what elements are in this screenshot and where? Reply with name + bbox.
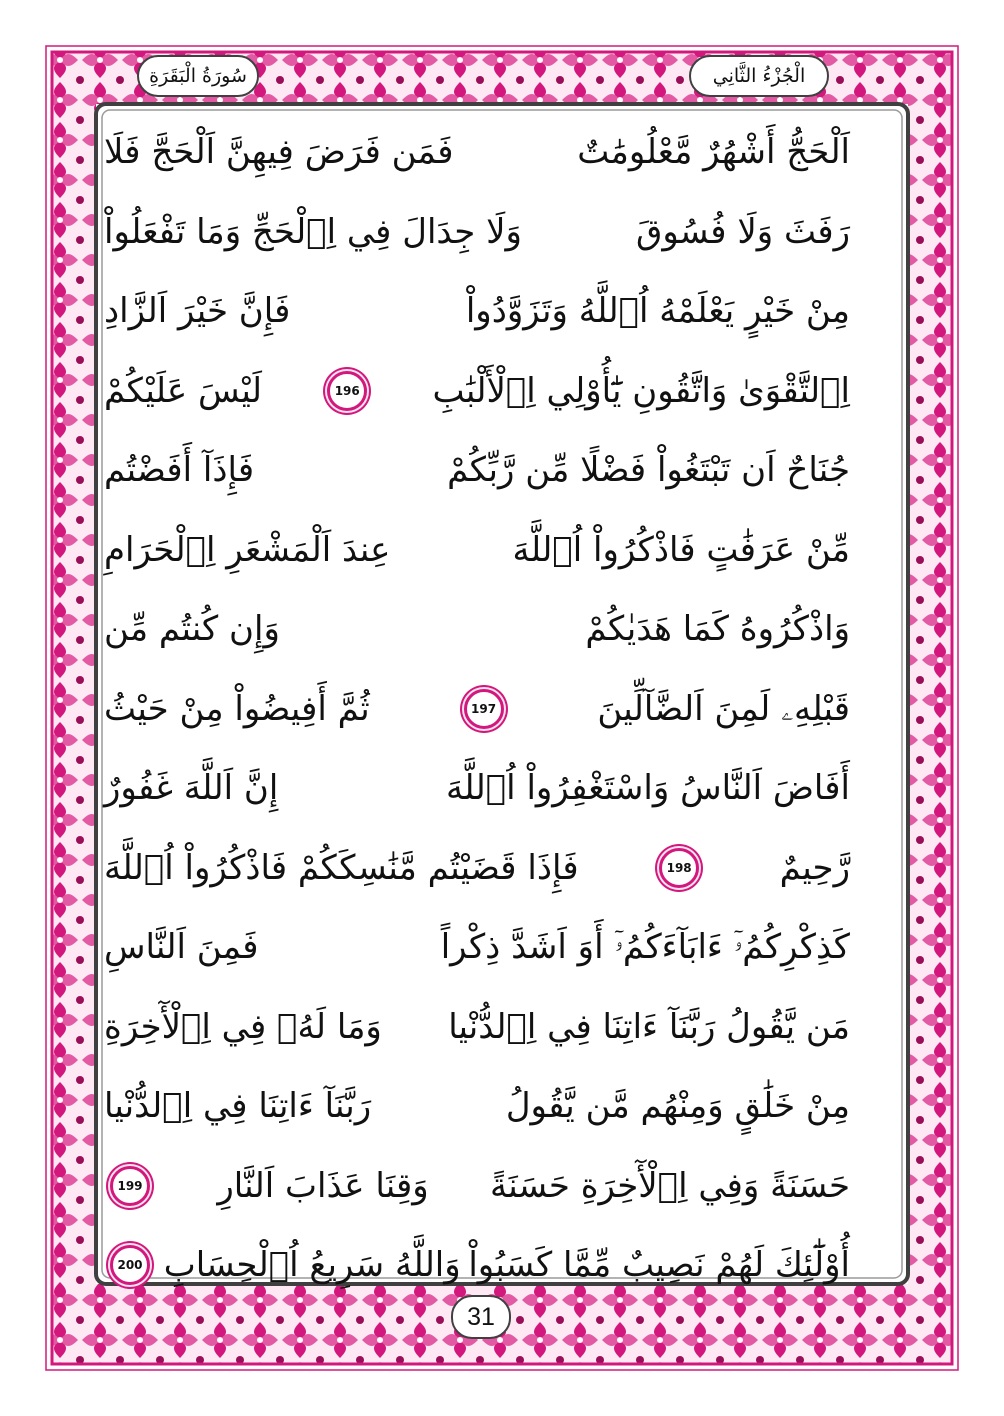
text-segment: ثُمَّ أَفِيضُواْ مِنْ حَيْثُ — [104, 688, 370, 729]
text-line — [104, 363, 850, 419]
text-segment: إِنَّ اَللَّهَ غَفُورٌ — [104, 768, 279, 808]
text-line — [104, 522, 850, 578]
text-segment: وَاللَّهُ سَرِيعُ اُ۬لْحِسَابِ — [163, 1245, 461, 1285]
ayah-number-marker: 198 — [659, 848, 699, 888]
text-line — [104, 1237, 850, 1293]
text-segment: جُنَاحٌ اَن تَبْتَغُواْ فَضْلًا مِّن رَّبِّكُمْ — [447, 450, 850, 490]
text-segment: رَبَّنَآ ءَاتِنَا فِي اِ۬لدُّنْيا — [104, 1086, 372, 1126]
text-line — [104, 681, 850, 737]
text-segment: وَاذْكُرُوهُ كَمَا هَدَيٰكُمْ — [585, 609, 850, 649]
text-line — [104, 999, 850, 1055]
text-line — [104, 1158, 850, 1214]
surah-label: سُورَةُ الْبَقَرَةِ — [149, 65, 247, 87]
text-segment: رَفَثَ وَلَا فُسُوقَ — [635, 211, 850, 252]
text-line — [104, 840, 850, 896]
text-segment: رَّحِيمٌ — [779, 847, 850, 888]
page-number: 31 — [467, 1302, 495, 1331]
text-segment: مَن يَّقُولُ رَبَّنَآ ءَاتِنَا فِي اِ۬لدُّنْيا — [448, 1006, 850, 1047]
text-segment: فَإِنَّ خَيْرَ اَلزَّادِ — [104, 291, 291, 331]
ayah-number-marker: 196 — [327, 371, 367, 411]
text-segment: فَإِذَا قَضَيْتُم مَّنَٰسِكَكُمْ فَاذْكُرُواْ اُ۬للَّهَ — [104, 847, 579, 888]
text-segment: اِ۬لتَّقْوَىٰ وَاتَّقُونِ يَٰٓأُوْلِي اِ۬لْأَلْبَٰبِ — [432, 370, 850, 411]
ayah-number-marker: 197 — [464, 689, 504, 729]
text-line — [104, 601, 850, 657]
text-segment: أُوْلَٰٓئِكَ لَهُمْ نَصِيبٌ مِّمَّا كَسَبُواْ — [468, 1245, 850, 1285]
text-segment: فَمِنَ اَلنَّاسِ — [104, 927, 259, 967]
text-line — [104, 919, 850, 975]
juz-label: الْجُزْءُ الثَّانِي — [712, 65, 806, 87]
text-segment: وَإِن كُنتُم مِّن — [104, 609, 280, 649]
text-segment: اَلْحَجُّ أَشْهُرٌ مَّعْلُومَٰتٌ — [577, 132, 850, 172]
text-segment: مِنْ خَيْرٍ يَعْلَمْهُ اُ۬للَّهُ وَتَزَوَّدُواْ — [465, 291, 850, 331]
text-segment: مِّنْ عَرَفَٰتٍ فَاذْكُرُواْ اُ۬للَّهَ — [512, 529, 850, 570]
text-segment: قَبْلِهِۦ لَمِنَ اَلضَّآلِّينَ — [597, 688, 850, 729]
quran-text-panel — [104, 116, 850, 1285]
text-segment: وَلَا جِدَالَ فِي اِ۬لْحَجِّ وَمَا تَفْعَلُواْ — [104, 211, 522, 252]
text-segment: أَفَاضَ اَلنَّاسُ وَاسْتَغْفِرُواْ اُ۬للَّهَ — [445, 768, 850, 808]
text-segment: حَسَنَةً وَفِي اِ۬لْأٓخِرَةِ حَسَنَةً — [490, 1165, 850, 1206]
ayah-number-marker: 199 — [110, 1166, 150, 1206]
text-line — [104, 283, 850, 339]
text-line — [104, 760, 850, 816]
text-line — [104, 442, 850, 498]
text-segment: مِنْ خَلَٰقٍ وَمِنْهُم مَّن يَّقُولُ — [505, 1086, 850, 1126]
text-segment: وَقِنَا عَذَابَ اَلنَّارِ — [217, 1165, 429, 1206]
text-segment: فَإِذَآ أَفَضْتُم — [104, 450, 255, 490]
text-line — [104, 1078, 850, 1134]
ayah-number-marker: 200 — [110, 1245, 150, 1285]
text-line — [104, 124, 850, 180]
text-segment: لَيْسَ عَلَيْكُمْ — [104, 370, 262, 411]
text-segment: كَذِكْرِكُمُۥٓ ءَابَآءَكُمُۥٓ أَوَ اَشَدَّ ذِكْراً — [440, 927, 850, 967]
text-line — [104, 204, 850, 260]
text-segment: وَمَا لَهُۥ فِي اِ۬لْأٓخِرَةِ — [104, 1006, 382, 1047]
text-segment: عِندَ اَلْمَشْعَرِ اِ۬لْحَرَامِ — [104, 529, 391, 570]
text-segment: فَمَن فَرَضَ فِيهِنَّ اَلْحَجَّ فَلَا — [104, 132, 454, 172]
